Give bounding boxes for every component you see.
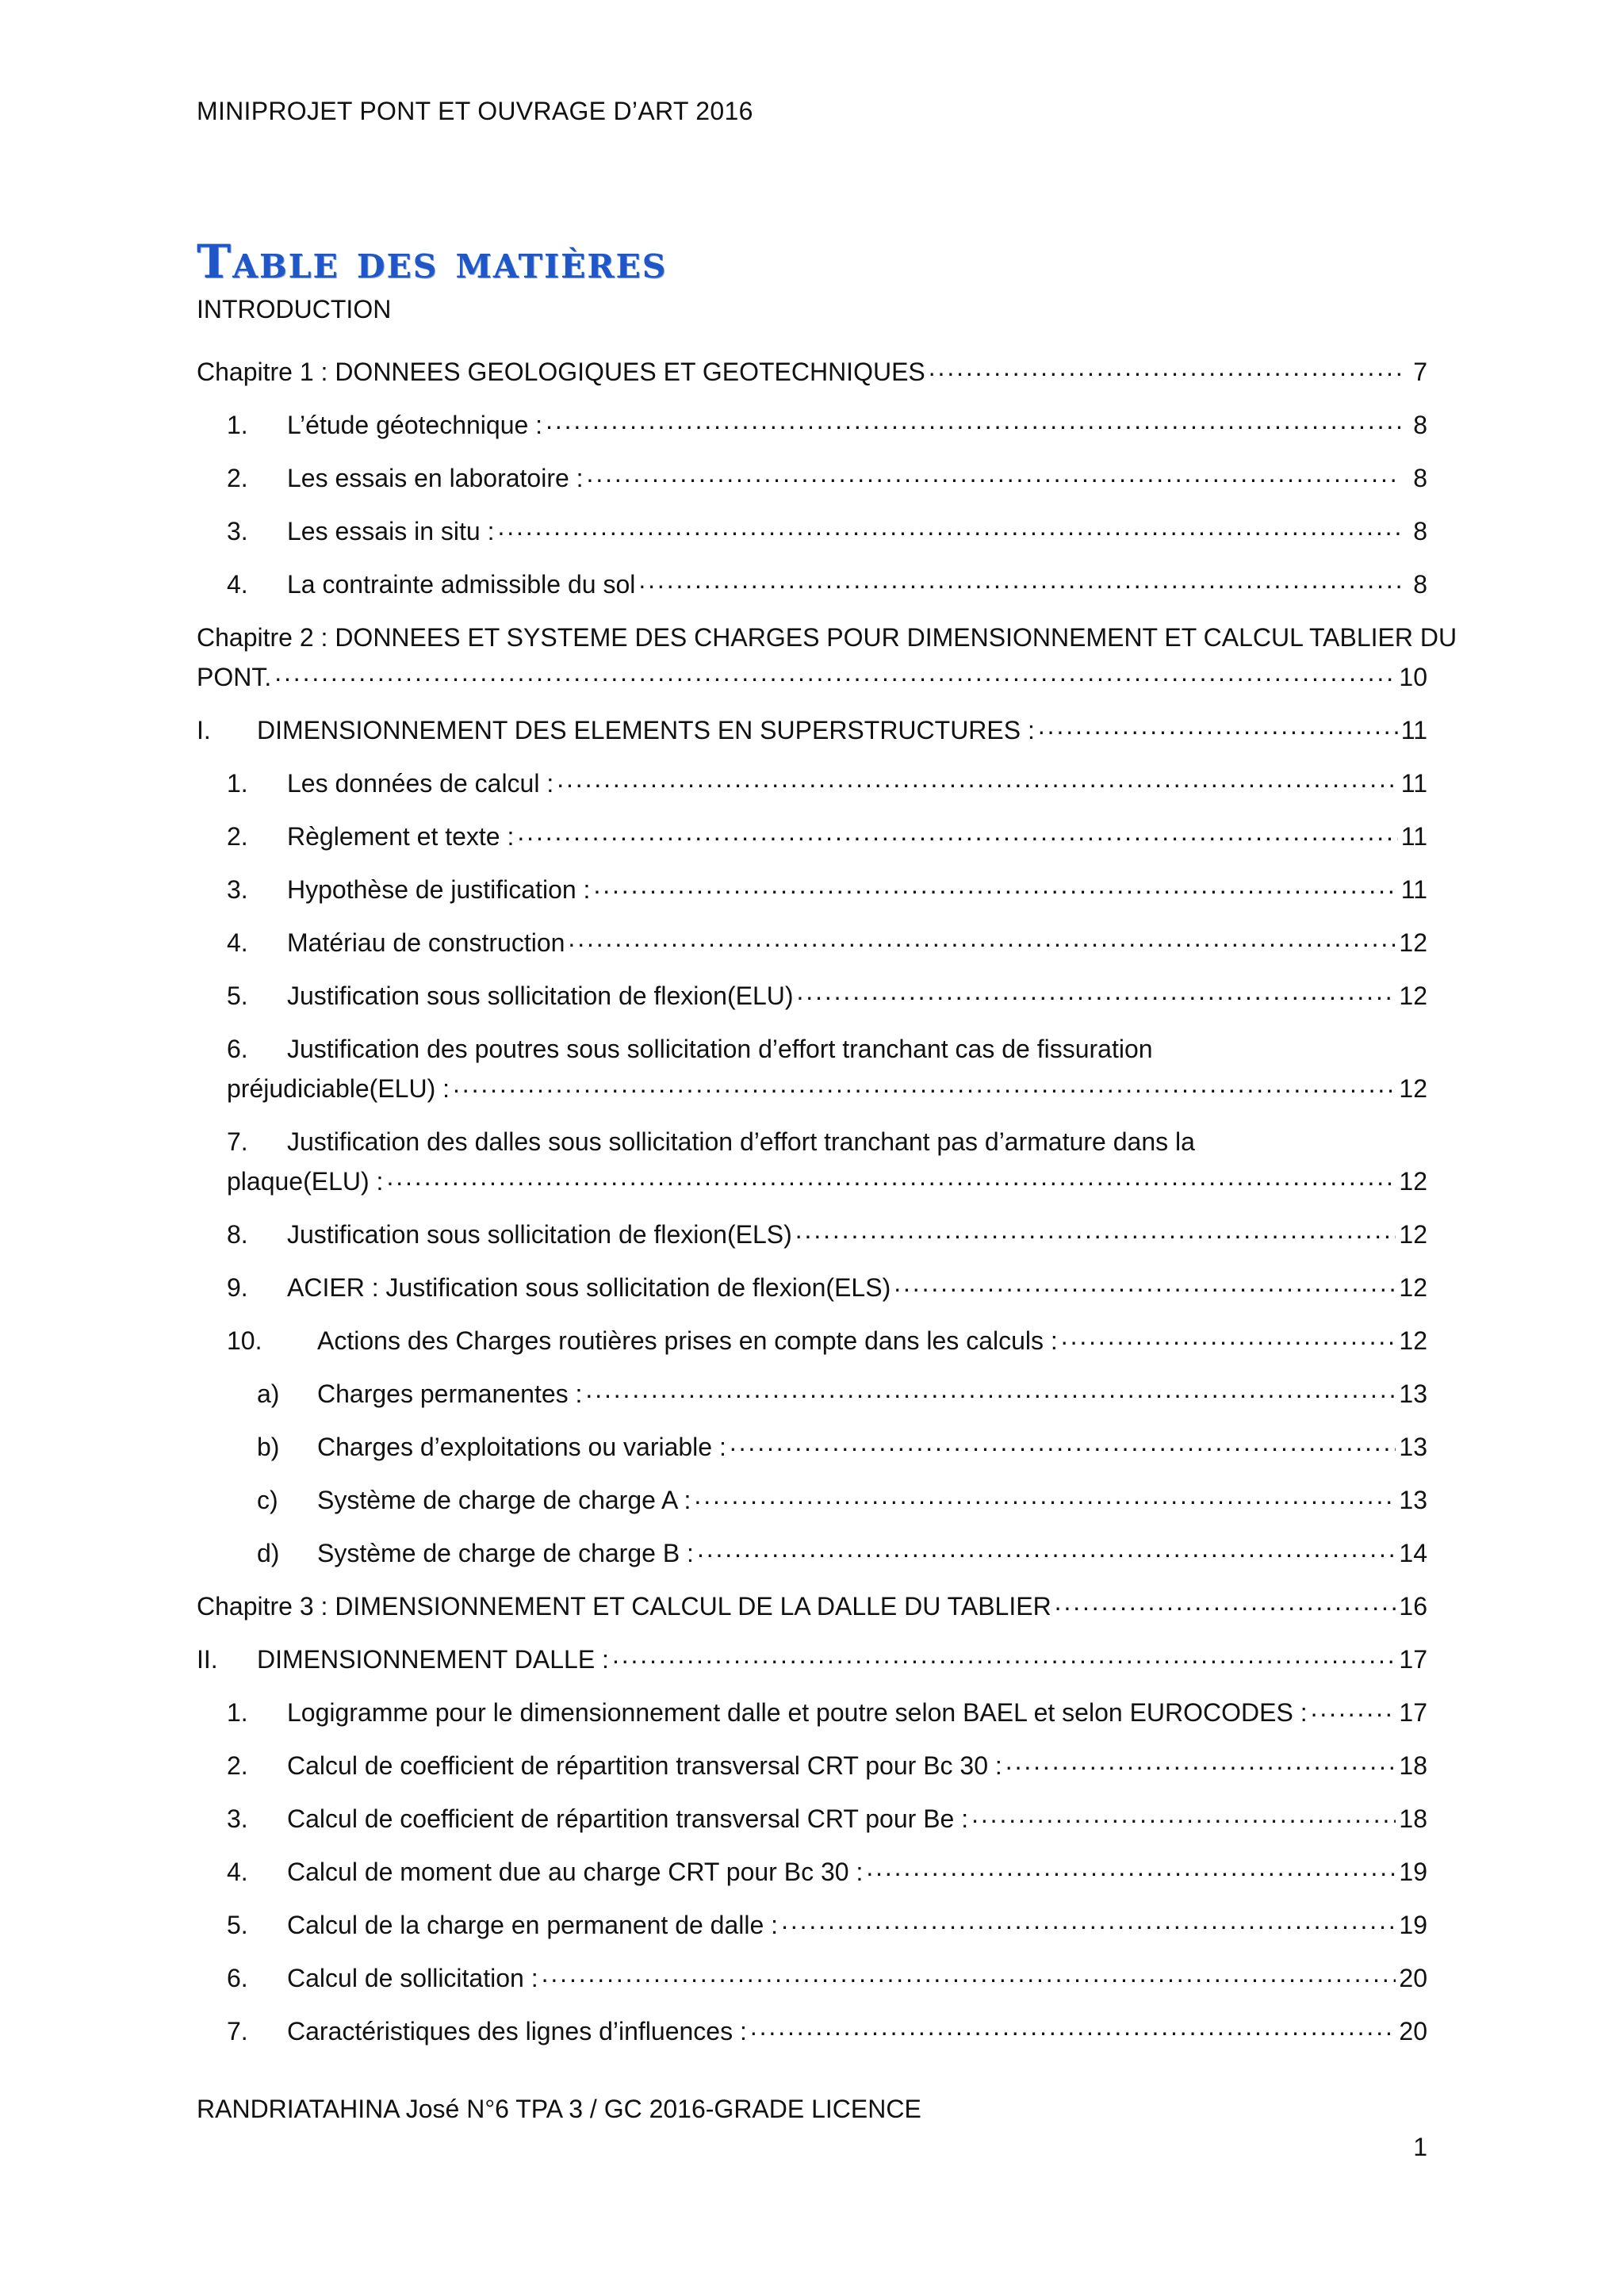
toc-title: Table des matières xyxy=(197,235,668,289)
toc-dot-leader xyxy=(1038,712,1398,739)
toc-dot-leader xyxy=(497,513,1400,540)
toc-entry-text: Chapitre 1 : DONNEES GEOLOGIQUES ET GEOTECHNIQUES xyxy=(197,358,925,386)
toc-entry[interactable] xyxy=(197,1268,1427,1307)
toc-dot-leader xyxy=(585,1376,1396,1402)
toc-entry-number: 5. xyxy=(227,1911,248,1939)
toc-entry-number: 3. xyxy=(227,1804,248,1833)
toc-entry-number: 3. xyxy=(227,517,248,545)
toc-dot-leader xyxy=(587,460,1400,487)
toc-entry[interactable] xyxy=(197,1533,1427,1573)
toc-entry-number: c) xyxy=(257,1486,278,1514)
toc-entry-number: 1. xyxy=(227,411,248,439)
toc-entry-text: La contrainte admissible du sol xyxy=(287,570,636,599)
toc-entry-text: Calcul de moment due au charge CRT pour Bc 30 : xyxy=(287,1858,864,1886)
toc-entry[interactable] xyxy=(197,564,1427,604)
toc-dot-leader xyxy=(568,924,1396,951)
toc-entry-text: Chapitre 3 : DIMENSIONNEMENT ET CALCUL DE LA DALLE DU TABLIER xyxy=(197,1592,1051,1621)
toc-entry-number: 1. xyxy=(227,1698,248,1727)
toc-dot-leader xyxy=(593,871,1397,898)
toc-entry-page: 12 xyxy=(1399,1273,1427,1302)
toc-entry-number: 4. xyxy=(227,570,248,599)
toc-entry-page: 8 xyxy=(1413,411,1427,439)
toc-entry-number: 1. xyxy=(227,769,248,798)
toc-entry-number: d) xyxy=(257,1539,280,1567)
toc-dot-leader xyxy=(638,566,1400,593)
toc-entry-text: Caractéristiques des lignes d’influences : xyxy=(287,2017,747,2045)
toc-dot-leader xyxy=(795,1216,1396,1243)
toc-entry-page: 12 xyxy=(1399,928,1427,957)
toc-entry[interactable] xyxy=(197,710,1427,750)
toc-entry-text: Calcul de coefficient de répartition transversal CRT pour Be : xyxy=(287,1804,969,1833)
toc-entry-text: Charges d’exploitations ou variable : xyxy=(317,1433,726,1461)
toc-entry-page: 8 xyxy=(1413,570,1427,599)
toc-entry-text: PONT. xyxy=(197,663,272,691)
toc-dot-leader xyxy=(781,1907,1396,1934)
table-of-contents xyxy=(197,352,1457,2064)
toc-entry-number: 5. xyxy=(227,982,248,1010)
toc-entry-number: a) xyxy=(257,1380,280,1408)
toc-entry-number: I. xyxy=(197,716,211,744)
toc-entry[interactable] xyxy=(197,1321,1427,1360)
toc-entry-page: 20 xyxy=(1399,1964,1427,1992)
toc-entry-page: 12 xyxy=(1399,1167,1427,1196)
toc-dot-leader xyxy=(929,354,1400,381)
toc-dot-leader xyxy=(517,818,1397,845)
toc-entry-page: 11 xyxy=(1400,716,1427,744)
toc-entry-page: 13 xyxy=(1399,1380,1427,1408)
toc-dot-leader xyxy=(1005,1747,1396,1774)
toc-dot-leader xyxy=(1055,1588,1396,1615)
toc-entry-number: 8. xyxy=(227,1220,248,1249)
toc-dot-leader xyxy=(1061,1322,1396,1349)
toc-entry[interactable] xyxy=(197,1799,1427,1839)
toc-entry-number: 2. xyxy=(227,464,248,492)
running-header: MINIPROJET PONT ET OUVRAGE D’ART 2016 xyxy=(197,97,753,125)
toc-entry-page: 18 xyxy=(1399,1804,1427,1833)
toc-dot-leader xyxy=(557,765,1398,792)
toc-entry-number: 4. xyxy=(227,928,248,957)
toc-entry-text: DIMENSIONNEMENT DALLE : xyxy=(257,1645,609,1674)
toc-entry[interactable] xyxy=(197,405,1427,445)
toc-entry-text: Les essais en laboratoire : xyxy=(287,464,584,492)
toc-entry-page: 11 xyxy=(1400,875,1427,904)
toc-entry-page: 12 xyxy=(1399,1326,1427,1355)
toc-entry-text: plaque(ELU) : xyxy=(227,1167,384,1196)
toc-entry[interactable] xyxy=(197,1215,1427,1254)
toc-entry-page: 12 xyxy=(1399,1074,1427,1103)
toc-entry-number: 2. xyxy=(227,1751,248,1780)
toc-dot-leader xyxy=(542,1960,1396,1987)
toc-entry[interactable] xyxy=(197,618,1457,697)
toc-entry-page: 16 xyxy=(1399,1592,1427,1621)
toc-entry-text: préjudiciable(ELU) : xyxy=(227,1074,450,1103)
toc-introduction: INTRODUCTION xyxy=(197,295,392,323)
toc-entry-number: II. xyxy=(197,1645,218,1674)
toc-entry-text: Charges permanentes : xyxy=(317,1380,583,1408)
toc-entry-page: 13 xyxy=(1399,1486,1427,1514)
toc-entry-text: Logigramme pour le dimensionnement dalle et poutre selon BAEL et selon EUROCODES : xyxy=(287,1698,1308,1727)
toc-entry-text: Calcul de la charge en permanent de dalle : xyxy=(287,1911,779,1939)
toc-entry-text: Matériau de construction xyxy=(287,928,565,957)
toc-entry[interactable] xyxy=(197,870,1427,909)
toc-entry-number: 7. xyxy=(227,1127,248,1156)
toc-entry-number: 2. xyxy=(227,822,248,851)
toc-entry-number: 6. xyxy=(227,1964,248,1992)
toc-dot-leader xyxy=(894,1269,1396,1296)
toc-entry-page: 17 xyxy=(1399,1645,1427,1674)
toc-entry[interactable] xyxy=(197,763,1427,803)
toc-entry[interactable] xyxy=(197,1852,1427,1892)
toc-entry-text: DIMENSIONNEMENT DES ELEMENTS EN SUPERSTRUCTURES : xyxy=(257,716,1035,744)
toc-entry-text: Justification sous sollicitation de flexion(ELS) xyxy=(287,1220,792,1249)
toc-entry-text: L’étude géotechnique : xyxy=(287,411,543,439)
toc-entry[interactable] xyxy=(197,817,1427,856)
toc-entry[interactable] xyxy=(197,976,1427,1016)
toc-entry-number: 10. xyxy=(227,1326,262,1355)
toc-entry-page: 17 xyxy=(1399,1698,1427,1727)
toc-entry-number: 3. xyxy=(227,875,248,904)
toc-entry-page: 20 xyxy=(1399,2017,1427,2045)
toc-entry[interactable] xyxy=(197,2011,1427,2051)
toc-entry[interactable] xyxy=(197,1122,1427,1201)
toc-entry-text: Calcul de sollicitation : xyxy=(287,1964,538,1992)
toc-dot-leader xyxy=(697,1535,1396,1562)
toc-entry[interactable] xyxy=(197,1586,1427,1626)
running-footer: RANDRIATAHINA José N°6 TPA 3 / GC 2016-GRADE LICENCE xyxy=(197,2095,921,2123)
toc-entry-text: Système de charge de charge A : xyxy=(317,1486,691,1514)
toc-entry-text: Justification sous sollicitation de flexion(ELU) xyxy=(287,982,794,1010)
toc-dot-leader xyxy=(750,2013,1396,2040)
toc-entry-page: 19 xyxy=(1399,1911,1427,1939)
toc-entry-text: Les données de calcul : xyxy=(287,769,554,798)
toc-entry-page: 8 xyxy=(1413,517,1427,545)
toc-entry-text: ACIER : Justification sous sollicitation de flexion(ELS) xyxy=(287,1273,891,1302)
toc-entry[interactable] xyxy=(197,923,1427,962)
toc-dot-leader xyxy=(546,407,1400,434)
toc-entry[interactable] xyxy=(197,511,1427,551)
toc-entry-number: 6. xyxy=(227,1035,248,1063)
toc-entry-page: 14 xyxy=(1399,1539,1427,1567)
toc-entry-page: 11 xyxy=(1400,822,1427,851)
toc-entry[interactable] xyxy=(197,1958,1427,1998)
toc-entry-text: Chapitre 2 : DONNEES ET SYSTEME DES CHARGES POUR DIMENSIONNEMENT ET CALCUL TABLIER DU xyxy=(197,623,1457,652)
toc-entry-number: 9. xyxy=(227,1273,248,1302)
toc-dot-leader xyxy=(866,1854,1396,1881)
toc-dot-leader xyxy=(274,659,1396,686)
toc-entry-text: Les essais in situ : xyxy=(287,517,495,545)
toc-entry[interactable] xyxy=(197,1374,1427,1414)
toc-dot-leader xyxy=(730,1429,1396,1456)
toc-dot-leader xyxy=(694,1482,1396,1509)
toc-entry[interactable] xyxy=(197,458,1427,498)
toc-entry-text: Actions des Charges routières prises en compte dans les calculs : xyxy=(317,1326,1058,1355)
toc-entry-page: 10 xyxy=(1399,663,1427,691)
toc-entry-page: 19 xyxy=(1399,1858,1427,1886)
toc-entry-text: Système de charge de charge B : xyxy=(317,1539,694,1567)
toc-entry[interactable] xyxy=(197,1480,1427,1520)
toc-entry[interactable] xyxy=(197,1746,1427,1785)
toc-entry[interactable] xyxy=(197,1905,1427,1945)
toc-entry-page: 12 xyxy=(1399,1220,1427,1249)
toc-entry[interactable] xyxy=(197,1640,1427,1679)
toc-entry-number: 7. xyxy=(227,2017,248,2045)
toc-entry-number: b) xyxy=(257,1433,280,1461)
toc-dot-leader xyxy=(971,1800,1396,1827)
toc-entry-text: Règlement et texte : xyxy=(287,822,515,851)
toc-entry[interactable] xyxy=(197,1427,1427,1467)
toc-dot-leader xyxy=(797,978,1396,1004)
toc-entry-text: Hypothèse de justification : xyxy=(287,875,591,904)
toc-entry-page: 7 xyxy=(1413,358,1427,386)
toc-entry-page: 18 xyxy=(1399,1751,1427,1780)
toc-entry-page: 12 xyxy=(1399,982,1427,1010)
toc-entry-number: 4. xyxy=(227,1858,248,1886)
page-number: 1 xyxy=(1413,2133,1427,2161)
toc-dot-leader xyxy=(453,1070,1396,1097)
toc-entry-text: Justification des poutres sous sollicitation d’effort tranchant cas de fissuration xyxy=(287,1035,1153,1063)
toc-entry-page: 13 xyxy=(1399,1433,1427,1461)
toc-dot-leader xyxy=(612,1641,1396,1668)
toc-entry-text: Calcul de coefficient de répartition transversal CRT pour Bc 30 : xyxy=(287,1751,1002,1780)
toc-entry[interactable] xyxy=(197,1029,1427,1108)
toc-entry-page: 11 xyxy=(1400,769,1427,798)
toc-entry-page: 8 xyxy=(1413,464,1427,492)
toc-entry-text: Justification des dalles sous sollicitation d’effort tranchant pas d’armature dans la xyxy=(287,1127,1195,1156)
toc-entry[interactable] xyxy=(197,352,1427,392)
toc-dot-leader xyxy=(1311,1694,1396,1721)
toc-dot-leader xyxy=(386,1163,1396,1190)
toc-entry[interactable] xyxy=(197,1693,1427,1732)
